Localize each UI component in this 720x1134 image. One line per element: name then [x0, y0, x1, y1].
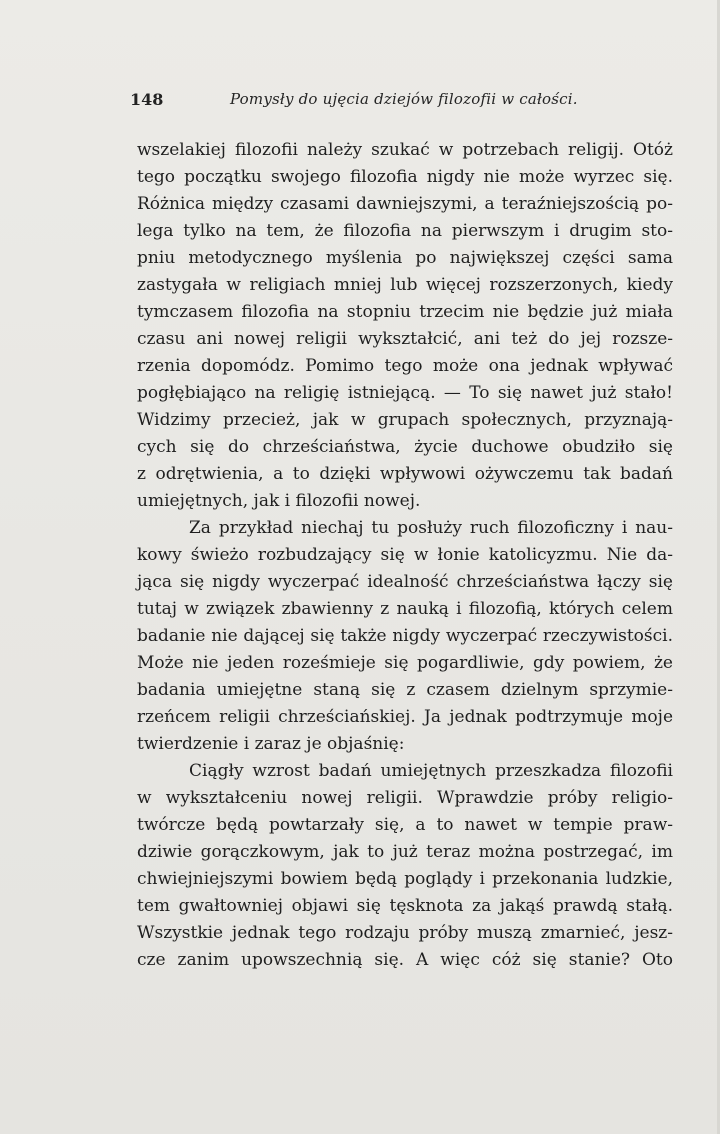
text-line: z odrętwienia, a to dzięki wpływowi ożywczemu tak badań — [137, 464, 673, 484]
text-line: lega tylko na tem, że filozofia na pierwszym i drugim sto- — [137, 221, 673, 241]
page-number: 148 — [130, 90, 164, 109]
text-line: tutaj w związek zbawienny z nauką i filozofią, których celem — [137, 599, 673, 619]
text-line: Za przykład niechaj tu posłuży ruch filozoficzny i nau- — [189, 518, 673, 538]
text-line: w wykształceniu nowej religii. Wprawdzie próby religio- — [137, 788, 673, 808]
text-line: czasu ani nowej religii wykształcić, ani też do jej rozsze- — [137, 329, 673, 349]
text-line: Wszystkie jednak tego rodzaju próby muszą zmarnieć, jesz- — [137, 923, 673, 943]
text-line: tego początku swojego filozofia nigdy nie może wyrzec się. — [137, 167, 673, 187]
text-line: Może nie jeden roześmieje się pogardliwie, gdy powiem, że — [137, 653, 673, 673]
body-text — [137, 137, 673, 974]
text-line: Różnica między czasami dawniejszymi, a teraźniejszością po- — [137, 194, 673, 214]
text-line: cze zanim upowszechnią się. A więc cóż się stanie? Oto — [137, 950, 673, 970]
text-line: badanie nie dającej się także nigdy wyczerpać rzeczywistości. — [137, 626, 673, 646]
text-line: rzenia dopomódz. Pomimo tego może ona jednak wpływać — [137, 356, 673, 376]
text-line: wszelakiej filozofii należy szukać w potrzebach religij. Otóż — [137, 140, 673, 160]
text-line: rzeńcem religii chrześciańskiej. Ja jednak podtrzymuje moje — [137, 707, 673, 727]
text-line: dziwie gorączkowym, jak to już teraz można postrzegać, im — [137, 842, 673, 862]
text-line: pniu metodycznego myślenia po największej części sama — [137, 248, 673, 268]
text-line: cych się do chrześciaństwa, życie duchowe obudziło się — [137, 437, 673, 457]
text-line: twierdzenie i zaraz je objaśnię: — [137, 734, 405, 754]
text-line: kowy świeżo rozbudzający się w łonie katolicyzmu. Nie da- — [137, 545, 673, 565]
text-line: zastygała w religiach mniej lub więcej rozszerzonych, kiedy — [137, 275, 673, 295]
text-line: umiejętnych, jak i filozofii nowej. — [137, 491, 421, 511]
text-line: jąca się nigdy wyczerpać idealność chrześciaństwa łączy się — [137, 572, 673, 592]
text-line: twórcze będą powtarzały się, a to nawet w tempie praw- — [137, 815, 673, 835]
text-line: badania umiejętne staną się z czasem dzielnym sprzymie- — [137, 680, 673, 700]
text-line: tymczasem filozofia na stopniu trzecim nie będzie już miała — [137, 302, 673, 322]
text-line: pogłębiająco na religię istniejącą. — To się nawet już stało! — [137, 383, 673, 403]
running-head: Pomysły do ujęcia dziejów filozofii w całości. — [230, 90, 578, 108]
text-line: chwiejniejszymi bowiem będą poglądy i przekonania ludzkie, — [137, 869, 673, 889]
text-line: Ciągły wzrost badań umiejętnych przeszkadza filozofii — [189, 761, 673, 781]
text-line: Widzimy przecież, jak w grupach społecznych, przyznają- — [137, 410, 673, 430]
page-header — [130, 90, 680, 114]
text-line: tem gwałtowniej objawi się tęsknota za jakąś prawdą stałą. — [137, 896, 673, 916]
